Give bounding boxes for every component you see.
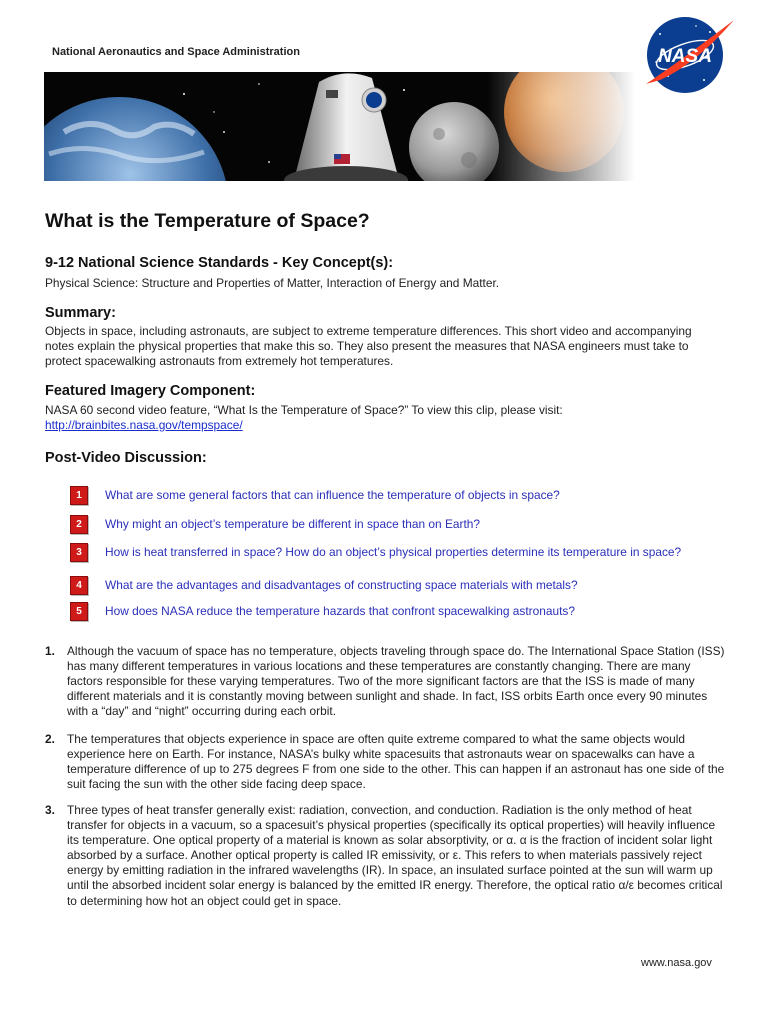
featured-text: NASA 60 second video feature, “What Is the Temperature of Space?” To view this clip, please visit: http://brainbites.nasa.gov/tempspace/ xyxy=(45,403,563,432)
question-number-badge: 4 xyxy=(70,576,88,595)
question-text[interactable]: What are the advantages and disadvantages of constructing space materials with metals? xyxy=(105,578,578,592)
page-title: What is the Temperature of Space? xyxy=(45,210,370,232)
agency-name: National Aeronautics and Space Administration xyxy=(52,46,300,58)
answer-text: Three types of heat transfer generally exist: radiation, convection, and conduction. Radiation is the only method of heat transfer for objects in a vacuum, so a spacesuit’s physical properties (specifically its optical properties) will heavily influence its temperature. One optical property of a material is known as solar absorptivity, or α. α is the fraction of incident solar light absorbed by a surface. Another optical property is called IR emissivity, or ε. This refers to when materials passively reject energy by emitting radiation in the infrared wavelengths (IR). In space, an insulated surface pointed at the sun will warm up until the absorbed incident solar energy is balanced by the emitted IR energy. Therefore, the optical ratio α/ε becomes critical to determining how hot an object could get in space. xyxy=(67,803,723,908)
standards-heading: 9-12 National Science Standards - Key Concept(s): xyxy=(45,255,394,271)
answer-number: 2. xyxy=(45,732,55,746)
question-2 xyxy=(70,515,480,533)
answer-text: Although the vacuum of space has no temperature, objects traveling through space do. The International Space Station (ISS) has many different temperatures in various locations and these temperatures are constantly changing. There are many factors responsible for these varying temperatures. Two of the more significant factors are that the ISS is made of many different materials and it is constantly moving between sunlight and shade. In fact, ISS orbits Earth once every 90 minutes with a “day” and “night” occurring during each orbit. xyxy=(67,644,725,719)
question-number-badge: 3 xyxy=(70,543,88,562)
header-banner-image xyxy=(44,72,635,181)
question-3 xyxy=(70,543,682,561)
featured-heading: Featured Imagery Component: xyxy=(45,383,256,399)
svg-text:NASA: NASA xyxy=(658,46,712,67)
question-text[interactable]: What are some general factors that can influence the temperature of objects in space? xyxy=(105,488,560,502)
answer-number: 1. xyxy=(45,644,55,658)
question-text[interactable]: How is heat transferred in space? How do an object’s physical properties determine its temperature in space? xyxy=(105,545,682,559)
answer-number: 3. xyxy=(45,803,55,817)
discussion-heading: Post-Video Discussion: xyxy=(45,450,207,466)
question-1 xyxy=(70,486,560,504)
question-text[interactable]: How does NASA reduce the temperature hazards that confront spacewalking astronauts? xyxy=(105,604,575,618)
question-number-badge: 5 xyxy=(70,602,88,621)
footer-url[interactable]: www.nasa.gov xyxy=(641,957,712,969)
nasa-logo xyxy=(638,14,738,96)
question-text[interactable]: Why might an object’s temperature be different in space than on Earth? xyxy=(105,517,480,531)
video-link[interactable]: http://brainbites.nasa.gov/tempspace/ xyxy=(45,418,243,432)
question-4 xyxy=(70,576,578,594)
summary-text: Objects in space, including astronauts, are subject to extreme temperature differences. This short video and accompanying notes explain the physical properties that make this so. They also present the measures that NASA engineers must take to protect spacewalking astronauts from extremely hot temperatures. xyxy=(45,324,692,368)
answer-text: The temperatures that objects experience in space are often quite extreme compared to what the same objects would experience here on Earth. For instance, NASA’s bulky white spacesuits that astronauts wear on spacewalks can have a temperature difference of up to 275 degrees F from one side to the other. This can happen if an astronaut has one side of the suit facing the sun with the other side facing deep space. xyxy=(67,732,725,792)
question-number-badge: 2 xyxy=(70,515,88,534)
question-5 xyxy=(70,602,575,620)
summary-heading: Summary: xyxy=(45,305,116,321)
question-number-badge: 1 xyxy=(70,486,88,505)
standards-text: Physical Science: Structure and Properties of Matter, Interaction of Energy and Matter. xyxy=(45,276,500,290)
